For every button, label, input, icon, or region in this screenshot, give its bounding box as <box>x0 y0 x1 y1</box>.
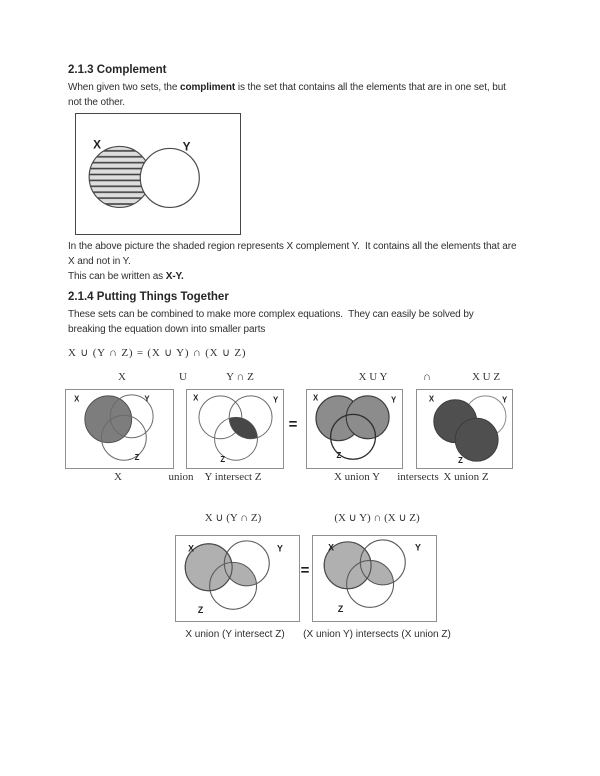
venn-rhs-figure <box>312 535 437 622</box>
venn-set-label-x: X <box>93 137 101 152</box>
equals-sign-row1: = <box>288 416 298 433</box>
venn-set-label-y: Y <box>144 394 150 404</box>
venn-set-label-x: X <box>313 393 319 403</box>
venn-lhs-figure <box>175 535 300 622</box>
caption-line3 <box>68 269 184 284</box>
venn-set-label-y: Y <box>391 395 397 405</box>
row2-top-label-lhs: X ∪ (Y ∩ Z) <box>204 512 262 524</box>
venn-x-union-z-figure <box>416 389 513 469</box>
venn-set-label-y: Y <box>277 543 283 554</box>
paragraph-text: is the set that contains all the elements that are in one set, but <box>235 82 506 93</box>
bold-term-x-minus-y: X-Y. <box>165 271 184 282</box>
venn-set-label-x: X <box>193 393 199 403</box>
row1-bottom-label-union: union <box>168 471 194 483</box>
row1-bottom-label-x-union-y: X union Y <box>333 471 381 483</box>
complement-paragraph-line2: not the other. <box>68 97 125 108</box>
equals-sign-row2: = <box>300 562 310 579</box>
row1-bottom-label-y-intersect-z: Y intersect Z <box>204 471 262 483</box>
row1-bottom-label-intersects: intersects <box>397 471 439 483</box>
bold-word-compliment: compliment <box>180 82 236 93</box>
venn-set-label-y: Y <box>502 395 508 405</box>
row1-top-label-x: X <box>118 371 126 383</box>
venn-set-label-z: Z <box>197 605 204 616</box>
row2-bottom-label-rhs: (X union Y) intersects (X union Z) <box>303 629 451 640</box>
together-paragraph-line1: These sets can be combined to make more complex equations. They can easily be solved by <box>68 309 474 320</box>
row2-bottom-label-lhs: X union (Y intersect Z) <box>185 629 285 640</box>
venn-set-label-y: Y <box>273 395 279 405</box>
venn-x-union-y-figure <box>306 389 403 469</box>
caption-line2: X and not in Y. <box>68 256 131 267</box>
venn-set-label-y: Y <box>415 542 421 553</box>
venn-y-intersect-z-figure <box>186 389 284 469</box>
paragraph-text: This can be written as <box>68 271 166 282</box>
venn-set-label-z: Z <box>458 456 463 466</box>
row1-bottom-label-x-union-z: X union Z <box>443 471 489 483</box>
venn-set-label-z: Z <box>134 453 140 463</box>
row2-top-label-rhs: (X ∪ Y) ∩ (X ∪ Z) <box>334 512 420 524</box>
venn-set-label-x: X <box>188 543 195 554</box>
row1-top-label-x-union-y: X U Y <box>358 371 388 383</box>
venn-set-label-x: X <box>74 394 80 404</box>
venn-complement-figure <box>75 113 241 235</box>
paragraph-text: When given two sets, the <box>68 82 181 93</box>
row1-bottom-label-x: X <box>114 471 122 483</box>
venn-set-label-z: Z <box>337 604 344 615</box>
row1-top-label-union: U <box>179 371 187 383</box>
set-equation: X ∪ (Y ∩ Z) = (X ∪ Y) ∩ (X ∪ Z) <box>68 347 247 359</box>
venn-set-label-z: Z <box>336 451 342 461</box>
complement-paragraph-line1 <box>68 80 506 95</box>
section-heading-putting-things-together: 2.1.4 Putting Things Together <box>68 291 229 303</box>
row1-top-label-intersect: ∩ <box>423 371 431 383</box>
venn-set-label-x: X <box>328 542 334 553</box>
row1-top-label-x-union-z: X U Z <box>471 371 501 383</box>
together-paragraph-line2: breaking the equation down into smaller parts <box>68 324 266 335</box>
caption-line1: In the above picture the shaded region represents X complement Y. It contains all the elements that are <box>68 241 517 252</box>
venn-set-label-z: Z <box>220 455 226 465</box>
row1-top-label-y-intersect-z: Y ∩ Z <box>226 371 254 383</box>
venn-set-label-x: X <box>428 394 435 404</box>
section-heading-complement: 2.1.3 Complement <box>68 64 167 76</box>
venn-x-figure <box>65 389 174 469</box>
venn-set-label-y: Y <box>182 139 191 154</box>
